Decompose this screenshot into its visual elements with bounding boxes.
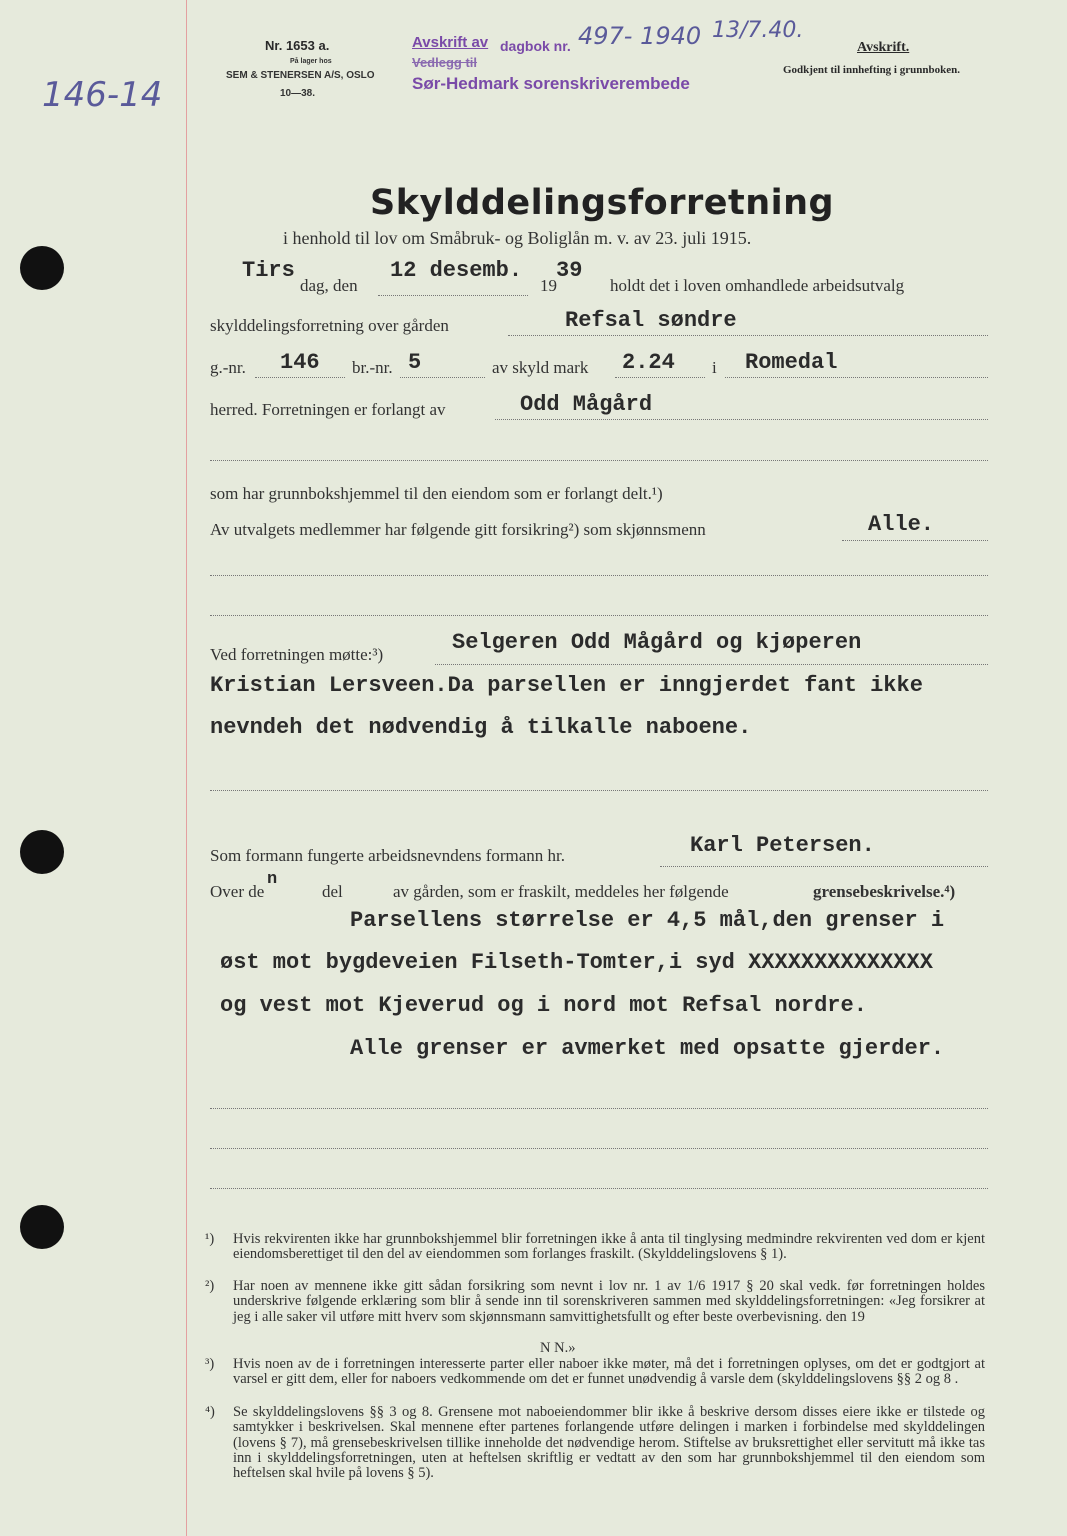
typed-formann: Karl Petersen. xyxy=(690,833,875,858)
typed-grense-line: og vest mot Kjeverud og i nord mot Refsal nordre. xyxy=(220,993,867,1018)
typed-farm: Refsal søndre xyxy=(565,308,737,333)
footnote-text: Se skylddelingslovens §§ 3 og 8. Grensene mot naboeiendommer blir ikke å beskrive dersom disses eiere ikke er tilstede og samtykker i beskrivelsen. Skal mennene efter partenes forlangende utføre delingen i marken i forbindelse med skylddelingen (lovens § 7), må grensebeskrivelsen tillike inneholde det nødvendige herom. Stiftelse av bruksrettighet eller servitutt må ikke tas inn i skylddelingsforretningen, uten at heftelsen skriftlig er vedtatt av den som har grunnbokshjemmel til den eiendom som heftelsen skal hvile på lovens § 5). xyxy=(233,1404,985,1482)
label-over-den: Over de xyxy=(210,882,265,901)
typed-year: 39 xyxy=(556,258,583,283)
label-brnr: br.-nr. xyxy=(352,358,393,377)
godkjent-text: Godkjent til innhefting i grunnboken. xyxy=(783,64,960,76)
publisher: SEM & STENERSEN A/S, OSLO xyxy=(226,70,375,81)
label-gnr: g.-nr. xyxy=(210,358,246,377)
footnote-text: Hvis rekvirenten ikke har grunnbokshjemmel blir forretningen ikke å anta til tinglysing medmindre rekvirenten ved dom er kjent eiendomsberettiget til den del av eiendommen som forlanges fraskilt. (Skylddelingslovens § 1). xyxy=(233,1231,985,1263)
stamp-avskrift-av: Avskrift av xyxy=(412,34,489,51)
avskrift-label: Avskrift. xyxy=(857,40,910,55)
label-utvalg: Av utvalgets medlemmer har følgende gitt forsikring²) som skjønnsmenn xyxy=(210,520,706,539)
typed-grense-line: øst mot bygdeveien Filseth-Tomter,i syd XXXXXXXXXXXXXX xyxy=(220,950,933,975)
footnote-text: Hvis noen av de i forretningen interesserte parter eller naboer ikke møter, må det i forretningen oplyses, om det er godtgjort at varsel er gitt dem, eller for naboers vedkommende om det er funnet unødvendig å varsle dem (skylddelingslovens §§ 2 og 8 . xyxy=(233,1356,985,1388)
typed-motte-line: Selgeren Odd Mågård og kjøperen xyxy=(452,630,862,655)
footnote-number: ²) xyxy=(205,1278,215,1294)
document-title: Skylddelingsforretning xyxy=(370,183,835,223)
footnote-number: ³) xyxy=(205,1356,215,1372)
typed-grense-line: Alle grenser er avmerket med opsatte gjerder. xyxy=(350,1036,945,1061)
typed-municipality: Romedal xyxy=(745,350,838,375)
footnote-2 xyxy=(205,1279,985,1325)
typed-requester: Odd Mågård xyxy=(520,392,653,417)
publisher-small: På lager hos xyxy=(290,58,332,65)
label-dag-den: dag, den xyxy=(300,276,358,295)
typed-over-den: n xyxy=(267,870,278,889)
label-formann: Som formann fungerte arbeidsnevndens formann hr. xyxy=(210,846,566,865)
label-grensebeskrivelse: grensebeskrivelse.⁴) xyxy=(813,882,956,901)
footnote-number: ⁴) xyxy=(205,1404,215,1420)
label-herred: herred. Forretningen er forlangt av xyxy=(210,400,446,419)
label-motte: Ved forretningen møtte:³) xyxy=(210,645,384,664)
subtitle: i henhold til lov om Småbruk- og Boliglån m. v. av 23. juli 1915. xyxy=(283,228,752,248)
label-grunnbok: som har grunnbokshjemmel til den eiendom som er forlangt delt.¹) xyxy=(210,484,663,503)
footnote-3 xyxy=(205,1357,985,1388)
footnote-text: Har noen av mennene ikke gitt sådan forsikring som nevnt i lov nr. 1 av 1/6 1917 § 20 skal vedk. før forretningen holdes underskrive følgende erklæring som blir å sende inn til sorenskriveren sammen med skylddelingsforretningen: «Jeg forsikrer at jeg i alle saker vil utføre mitt hverv som skjønnsmann samvittighetsfullt og efter beste overbevisning. den 19 xyxy=(233,1278,985,1325)
label-year: 19 xyxy=(540,276,557,295)
typed-date: 12 desemb. xyxy=(390,258,523,283)
form-date: 10—38. xyxy=(280,88,316,99)
typed-utvalg: Alle. xyxy=(868,512,935,537)
footnote-4 xyxy=(205,1405,985,1481)
typed-motte-line: Kristian Lersveen.Da parsellen er inngjerdet fant ikke xyxy=(210,673,923,698)
footnote-signature-text: N N.» xyxy=(540,1340,576,1356)
dagbok-value: 497- 1940 xyxy=(578,22,702,50)
label-skyld: av skyld mark xyxy=(492,358,589,377)
label-over-garden: skylddelingsforretning over gården xyxy=(210,316,449,335)
label-holdt: holdt det i loven omhandlede arbeidsutvalg xyxy=(610,276,905,295)
typed-grense-line: Parsellens størrelse er 4,5 mål,den grenser i xyxy=(350,908,945,933)
label-av-garden: av gården, som er fraskilt, meddeles her følgende xyxy=(393,882,729,901)
typed-day: Tirs xyxy=(242,258,295,283)
footnote-number: ¹) xyxy=(205,1231,215,1247)
label-del: del xyxy=(322,882,343,901)
punch-hole xyxy=(20,830,64,874)
form-number: Nr. 1653 a. xyxy=(265,38,330,53)
punch-hole xyxy=(20,246,64,290)
typed-skyld: 2.24 xyxy=(622,350,675,375)
typed-brnr: 5 xyxy=(408,350,422,375)
label-i: i xyxy=(712,358,717,377)
typed-motte-line: nevndeh det nødvendig å tilkalle naboene. xyxy=(210,715,752,740)
footnote-signature xyxy=(540,1341,640,1356)
stamp-office: Sør-Hedmark sorenskriverembede xyxy=(412,74,690,93)
dagbok-label: dagbok nr. xyxy=(500,38,571,54)
handwritten-date: 13/7.40. xyxy=(712,18,804,43)
stamp-struck: Vedlegg til xyxy=(412,55,478,70)
margin-line xyxy=(186,0,187,1536)
footnote-1 xyxy=(205,1232,985,1263)
archive-reference: 146-14 xyxy=(42,75,163,115)
typed-gnr: 146 xyxy=(280,350,320,375)
punch-hole xyxy=(20,1205,64,1249)
